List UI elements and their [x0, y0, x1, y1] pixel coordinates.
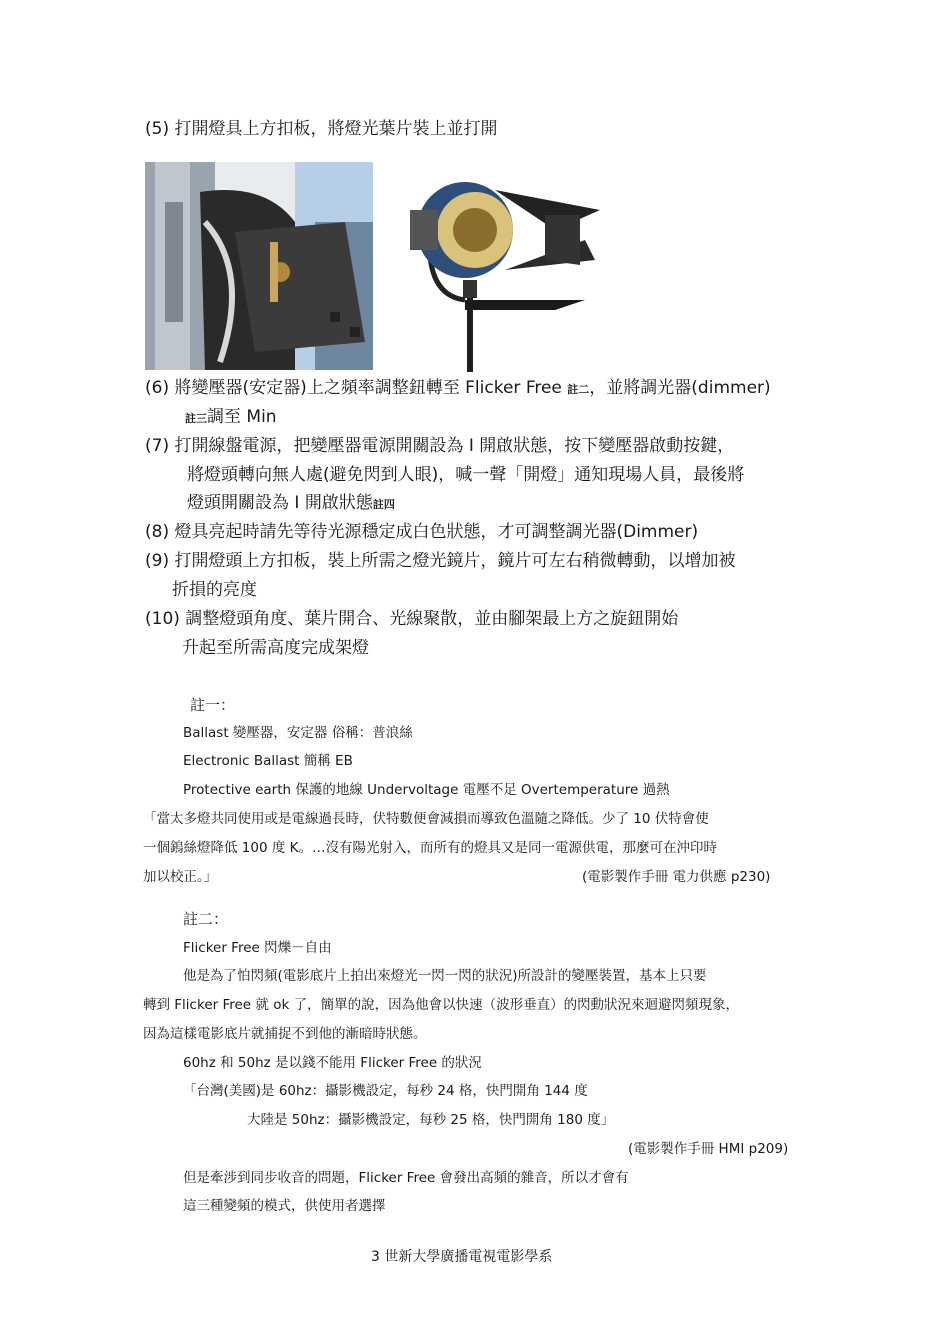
step-7-text-end: 燈頭開關設為 I 開啟狀態: [187, 493, 373, 513]
step-7-line-1: (7) 打開線盤電源，把變壓器電源開關設為 I 開啟狀態，按下變壓器啟動按鍵，: [145, 436, 735, 456]
note-2-quote-taiwan: 「台灣(美國)是 60hz：攝影機設定，每秒 24 格，快門開角 144 度: [183, 1083, 588, 1099]
step-5: (5) 打開燈具上方扣板，將燈光葉片裝上並打開: [145, 119, 498, 139]
fresnel-light-on-stand-photo: [405, 160, 600, 372]
note-1-ballast: Ballast 變壓器，安定器 俗稱：普浪絲: [183, 725, 413, 741]
step-6-line-1: [145, 377, 771, 401]
note-1-title: 註一：: [190, 696, 236, 714]
note-1-quote-line-3: 加以校正。」: [143, 869, 218, 885]
note-2-paragraph-line-3: 因為這樣電影底片就捕捉不到他的漸暗時狀態。: [143, 1026, 427, 1042]
note-2-modes: 這三種變頻的模式，供使用者選擇: [183, 1198, 386, 1214]
step-9-line-1: (9) 打開燈頭上方扣板，裝上所需之燈光鏡片，鏡片可左右稍微轉動，以增加被: [145, 551, 736, 571]
note-3-reference: 註三: [185, 412, 207, 425]
note-2-paragraph-line-1: 他是為了怕閃頻(電影底片上拍出來燈光一閃一閃的狀況)所設計的變壓裝置，基本上只要: [183, 968, 707, 984]
step-7-line-2: 將燈頭轉向無人處(避免閃到人眼)，喊一聲「開燈」通知現場人員，最後將: [187, 465, 745, 485]
note-2-hz-heading: 60hz 和 50hz 是以錢不能用 Flicker Free 的狀況: [183, 1055, 482, 1071]
note-2-title: 註二：: [183, 910, 229, 928]
page-footer: 3 世新大學廣播電視電影學系: [371, 1249, 553, 1265]
note-1-citation: (電影製作手冊 電力供應 p230): [582, 869, 771, 885]
step-6-text: (6) 將變壓器(安定器)上之頻率調整鈕轉至 Flicker Free: [145, 378, 568, 398]
note-1-electronic-ballast: Electronic Ballast 簡稱 EB: [183, 753, 353, 769]
step-9-line-2: 折損的亮度: [172, 580, 257, 600]
step-6-text-cont: ，並將調光器(dimmer): [589, 378, 771, 398]
note-2-reference: 註二: [567, 383, 590, 396]
barn-door-closeup-photo: [145, 162, 373, 370]
step-7-line-3: [187, 492, 395, 516]
step-8: (8) 燈具亮起時請先等待光源穩定成白色狀態，才可調整調光器(Dimmer): [145, 522, 699, 542]
step-10-line-2: 升起至所需高度完成架燈: [182, 638, 369, 658]
note-2-quote-mainland: 大陸是 50hz：攝影機設定，每秒 25 格，快門開角 180 度」: [247, 1112, 615, 1128]
note-1-quote-line-1: 「當太多燈共同使用或是電線過長時，伏特數便會減損而導致色溫隨之降低。少了 10 伏特會使: [143, 811, 709, 827]
step-10-line-1: (10) 調整燈頭角度、葉片開合、光線聚散，並由腳架最上方之旋鈕開始: [145, 609, 679, 629]
note-2-sync-sound: 但是牽涉到同步收音的問題，Flicker Free 會發出高頻的雜音，所以才會有: [183, 1170, 629, 1186]
note-1-quote-line-2: 一個鎢絲燈降低 100 度 K。…沒有陽光射入，而所有的燈具又是同一電源供電，那麼可在沖印時: [143, 840, 717, 856]
note-2-paragraph-line-2: 轉到 Flicker Free 就 ok 了，簡單的說，因為他會以快速（波形垂直）的閃動狀況來迴避閃頻現象，: [143, 997, 740, 1013]
step-6-text-end: 調至 Min: [207, 407, 277, 427]
note-1-terms: Protective earth 保護的地線 Undervoltage 電壓不足 Overtemperature 過熱: [183, 782, 670, 798]
note-2-flicker-free: Flicker Free 閃爍－自由: [183, 940, 332, 956]
note-4-reference: 註四: [372, 498, 395, 511]
note-2-citation: (電影製作手冊 HMI p209): [628, 1141, 789, 1157]
step-6-line-2: [185, 406, 277, 430]
